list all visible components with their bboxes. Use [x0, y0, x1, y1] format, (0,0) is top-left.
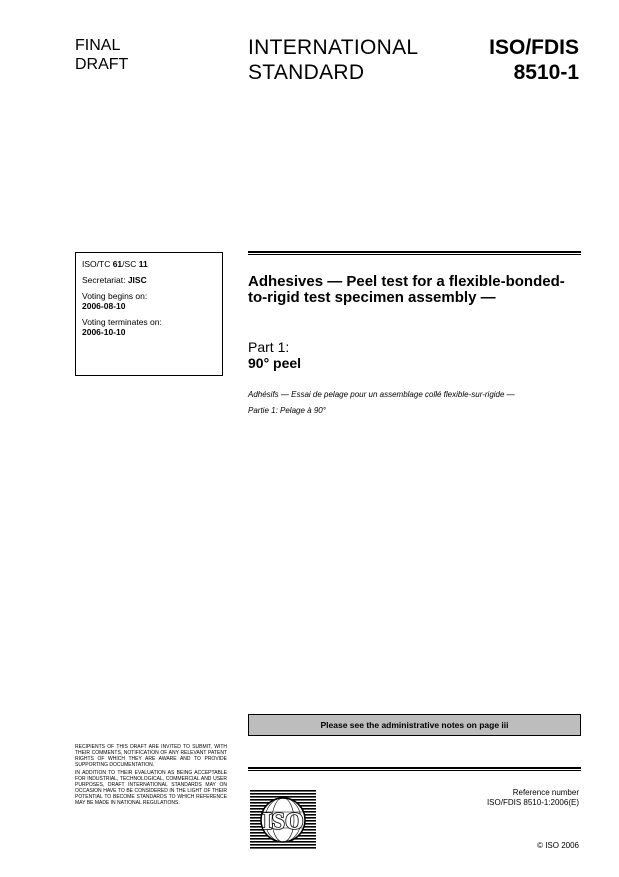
reference-value: ISO/FDIS 8510-1:2006(E) — [486, 798, 579, 807]
committee-info-box — [75, 252, 223, 376]
title-rule-top — [248, 251, 581, 255]
recipients-para-2: IN ADDITION TO THEIR EVALUATION AS BEING ACCEPTABLE FOR INDUSTRIAL, TECHNOLOGICAL, COMMERCIAL AND USER PURPOSES, DRAFT INTERNATIONAL STANDARDS MAY ON OCCASION HAVE TO BE CONSIDERED IN THE LIGHT OF THEIR POTENTIAL TO BECOME STANDARDS TO WHICH REFERENCE MAY BE MADE IN NATIONAL REGULATIONS. — [75, 770, 227, 806]
doc-number-line-1: ISO/FDIS — [489, 36, 579, 59]
voting-terminates: Voting terminates on: 2006-10-10 — [82, 317, 162, 337]
reference-label: Reference number — [512, 788, 579, 797]
status-line-2: DRAFT — [75, 56, 129, 73]
part-heading — [248, 339, 301, 371]
reference-number — [487, 788, 579, 808]
secretariat: Secretariat: JISC — [82, 275, 147, 285]
type-line-2: STANDARD — [248, 61, 365, 84]
iso-logo-icon — [250, 790, 316, 850]
document-type — [248, 35, 418, 85]
committee-reference: ISO/TC 61/SC 11 — [82, 259, 148, 269]
footer-rule — [248, 767, 581, 771]
part-label: Part 1: — [248, 339, 290, 355]
french-main-title: Adhésifs — Essai de pelage pour un assemblage collé flexible-sur-rigide — — [248, 390, 515, 399]
voting-begins: Voting begins on: 2006-08-10 — [82, 291, 148, 311]
copyright: © ISO 2006 — [537, 841, 579, 850]
french-title — [248, 390, 588, 422]
recipients-para-1: RECIPIENTS OF THIS DRAFT ARE INVITED TO SUBMIT, WITH THEIR COMMENTS, NOTIFICATION OF ANY RELEVANT PATENT RIGHTS OF WHICH THEY ARE AWARE AND TO PROVIDE SUPPORTING DOCUMENTATION. — [75, 744, 227, 768]
type-line-1: INTERNATIONAL — [248, 36, 419, 59]
administrative-notice: Please see the administrative notes on page iii — [248, 714, 581, 736]
iso-logo — [250, 790, 316, 850]
french-part-title: Partie 1: Pelage à 90° — [248, 406, 326, 415]
svg-text:ISO: ISO — [262, 809, 304, 835]
document-number — [489, 35, 579, 85]
recipients-notice — [75, 744, 227, 808]
document-title: Adhesives — Peel test for a flexible-bonded-to-rigid test specimen assembly — — [248, 273, 565, 306]
document-status — [75, 36, 128, 74]
status-line-1: FINAL — [75, 37, 121, 54]
doc-number-line-2: 8510-1 — [513, 61, 579, 84]
part-title: 90° peel — [248, 355, 302, 371]
